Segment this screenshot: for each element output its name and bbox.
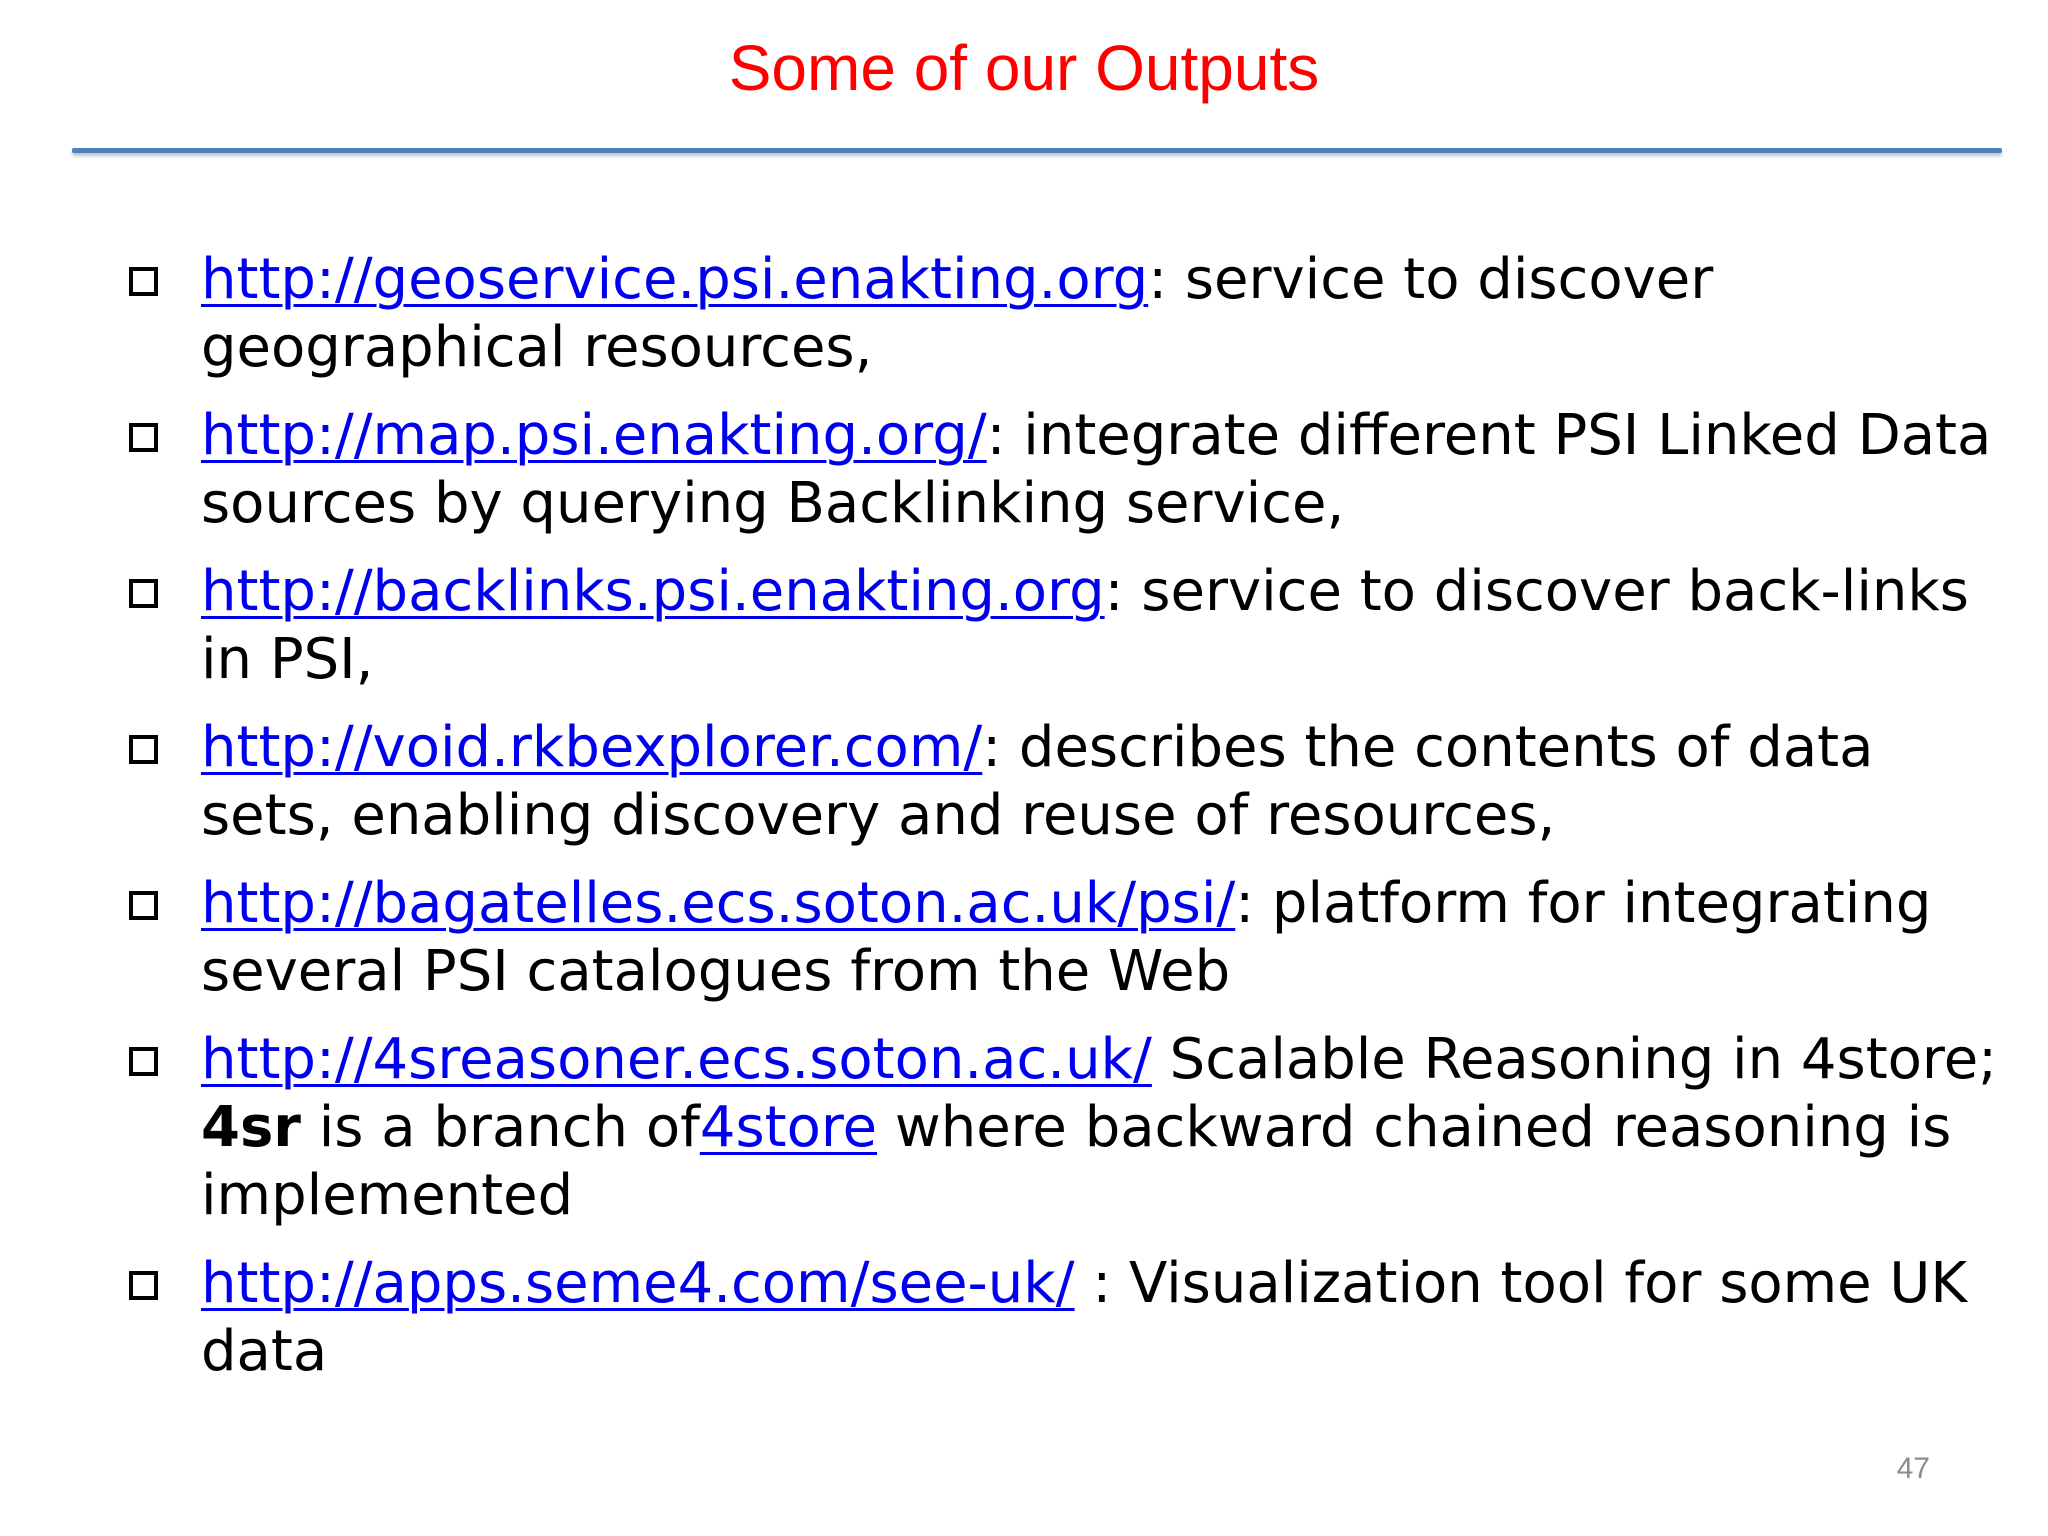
list-item (125, 246, 2005, 382)
item-description: : integrate different PSI Linked Data sources by querying Backlinking service, (201, 403, 1992, 536)
see-uk-link[interactable]: http://apps.seme4.com/see-uk/ (201, 1251, 1075, 1316)
list-item (125, 558, 2005, 694)
4sreasoner-link[interactable]: http://4sreasoner.ecs.soton.ac.uk/ (201, 1027, 1152, 1092)
list-item (125, 714, 2005, 850)
list-item (125, 402, 2005, 538)
title-divider (72, 148, 2002, 153)
list-item (125, 1026, 2005, 1230)
4store-link[interactable]: 4store (699, 1095, 878, 1160)
bagatelles-link[interactable]: http://bagatelles.ecs.soton.ac.uk/psi/ (201, 871, 1236, 936)
list-item (125, 870, 2005, 1006)
geoservice-link[interactable]: http://geoservice.psi.enakting.org (201, 247, 1149, 312)
checkbox-bullet-icon (129, 891, 158, 920)
slide-title: Some of our Outputs (728, 32, 1320, 104)
checkbox-bullet-icon (129, 267, 158, 296)
void-rkbexplorer-link[interactable]: http://void.rkbexplorer.com/ (201, 715, 983, 780)
item-description: : describes the contents of data sets, enabling discovery and reuse of resources, (201, 715, 1874, 848)
checkbox-bullet-icon (129, 579, 158, 608)
item-description: : service to discover back-links in PSI, (201, 559, 1969, 692)
item-description: : platform for integrating several PSI catalogues from the Web (201, 871, 1932, 1004)
item-description-part-c: where backward chained reasoning is implemented (201, 1095, 1952, 1228)
checkbox-bullet-icon (129, 1047, 158, 1076)
item-description: : service to discover geographical resources, (201, 247, 1714, 380)
backlinks-link[interactable]: http://backlinks.psi.enakting.org (201, 559, 1105, 624)
item-description: : Visualization tool for some UK data (201, 1251, 1968, 1384)
4sr-bold-term: 4sr (201, 1095, 301, 1160)
map-link[interactable]: http://map.psi.enakting.org/ (201, 403, 987, 468)
item-description-part-a: Scalable Reasoning in 4store; (1151, 1027, 1998, 1092)
outputs-list (125, 246, 2005, 1406)
checkbox-bullet-icon (129, 735, 158, 764)
page-number: 47 (1896, 1452, 1930, 1485)
checkbox-bullet-icon (129, 1271, 158, 1300)
list-item (125, 1250, 2005, 1386)
item-description-part-b: is a branch of (300, 1095, 700, 1160)
checkbox-bullet-icon (129, 423, 158, 452)
